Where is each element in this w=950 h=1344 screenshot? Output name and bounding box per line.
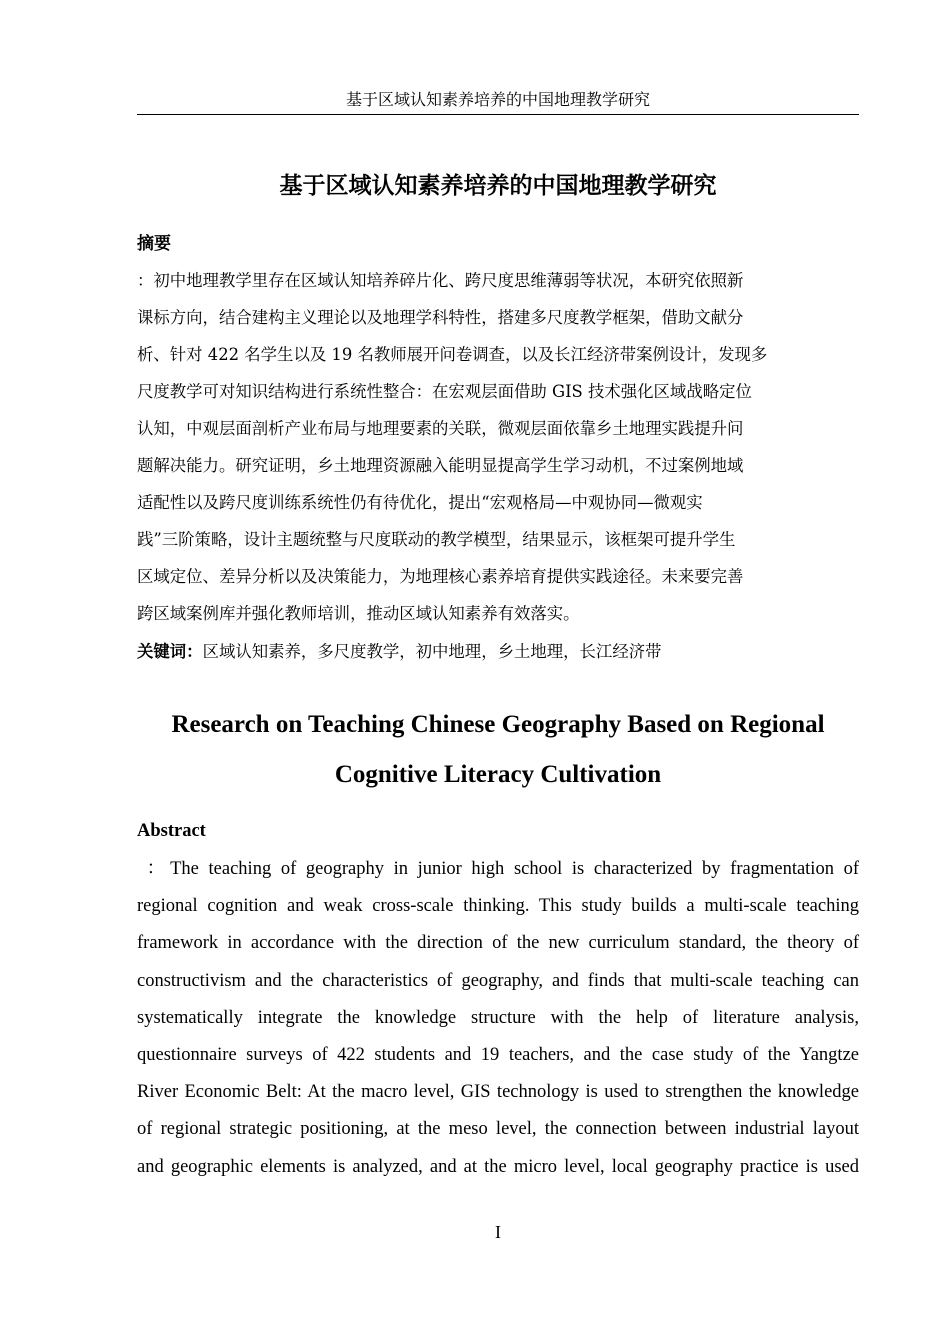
english-title-line: Cognitive Literacy Cultivation xyxy=(334,761,662,788)
chinese-abstract-heading: 摘要 xyxy=(137,234,171,254)
chinese-title: 基于区域认知素养培养的中国地理教学研究 xyxy=(279,173,717,199)
english-title xyxy=(137,700,859,800)
header-rule xyxy=(137,114,859,115)
english-title-line: Research on Teaching Chinese Geography Based on Regional xyxy=(171,711,825,738)
chinese-abstract-line: 践”三阶策略，设计主题统整与尺度联动的教学模型，结果显示，该框架可提升学生 xyxy=(137,530,736,549)
english-abstract xyxy=(137,851,859,1186)
page-number: I xyxy=(495,1222,501,1242)
english-abstract-line: questionnaire surveys of 422 students and 19 teachers, and the case study of the Yangtze xyxy=(137,1045,859,1066)
english-abstract-line: ：The teaching of geography in junior high school is characterized by fragmentation of xyxy=(137,859,859,879)
running-header: 基于区域认知素养培养的中国地理教学研究 xyxy=(345,90,650,109)
chinese-keywords xyxy=(137,638,859,666)
chinese-abstract-line: 析、针对 422 名学生以及 19 名教师展开问卷调查，以及长江经济带案例设计，发现多 xyxy=(137,345,768,364)
chinese-abstract-line: 尺度教学可对知识结构进行系统性整合：在宏观层面借助 GIS 技术强化区域战略定位 xyxy=(137,382,752,401)
chinese-abstract-line: 课标方向，结合建构主义理论以及地理学科特性，搭建多尺度教学框架，借助文献分 xyxy=(137,308,744,327)
chinese-keywords-label: 关键词： xyxy=(137,642,203,661)
english-abstract-line: framework in accordance with the direction of the new curriculum standard, the theory of xyxy=(137,933,859,954)
english-abstract-line: River Economic Belt: At the macro level, GIS technology is used to strengthen the knowledge xyxy=(137,1082,859,1103)
english-abstract-line: of regional strategic positioning, at the meso level, the connection between industrial layout xyxy=(137,1119,859,1140)
chinese-keywords-text: 区域认知素养，多尺度教学，初中地理，乡土地理，长江经济带 xyxy=(202,642,662,661)
chinese-abstract xyxy=(137,262,859,632)
english-abstract-heading: Abstract xyxy=(137,821,206,841)
chinese-abstract-line: ：初中地理教学里存在区域认知培养碎片化、跨尺度思维薄弱等状况，本研究依照新 xyxy=(137,271,744,290)
chinese-abstract-line: 跨区域案例库并强化教师培训，推动区域认知素养有效落实。 xyxy=(137,604,580,623)
chinese-abstract-line: 区域定位、差异分析以及决策能力，为地理核心素养培育提供实践途径。未来要完善 xyxy=(137,567,744,586)
chinese-abstract-line: 适配性以及跨尺度训练系统性仍有待优化，提出“宏观格局—中观协同—微观实 xyxy=(137,493,703,512)
english-abstract-line: systematically integrate the knowledge structure with the help of literature analysis, xyxy=(137,1007,859,1028)
english-abstract-line: constructivism and the characteristics of geography, and finds that multi-scale teaching can xyxy=(137,970,859,991)
english-abstract-line: and geographic elements is analyzed, and at the micro level, local geography practice is used xyxy=(137,1156,859,1177)
chinese-abstract-line: 认知，中观层面剖析产业布局与地理要素的关联，微观层面依靠乡土地理实践提升问 xyxy=(137,419,744,438)
english-abstract-line: regional cognition and weak cross-scale thinking. This study builds a multi-scale teaching xyxy=(137,896,859,917)
chinese-abstract-line: 题解决能力。研究证明，乡土地理资源融入能明显提高学生学习动机，不过案例地域 xyxy=(137,456,744,475)
